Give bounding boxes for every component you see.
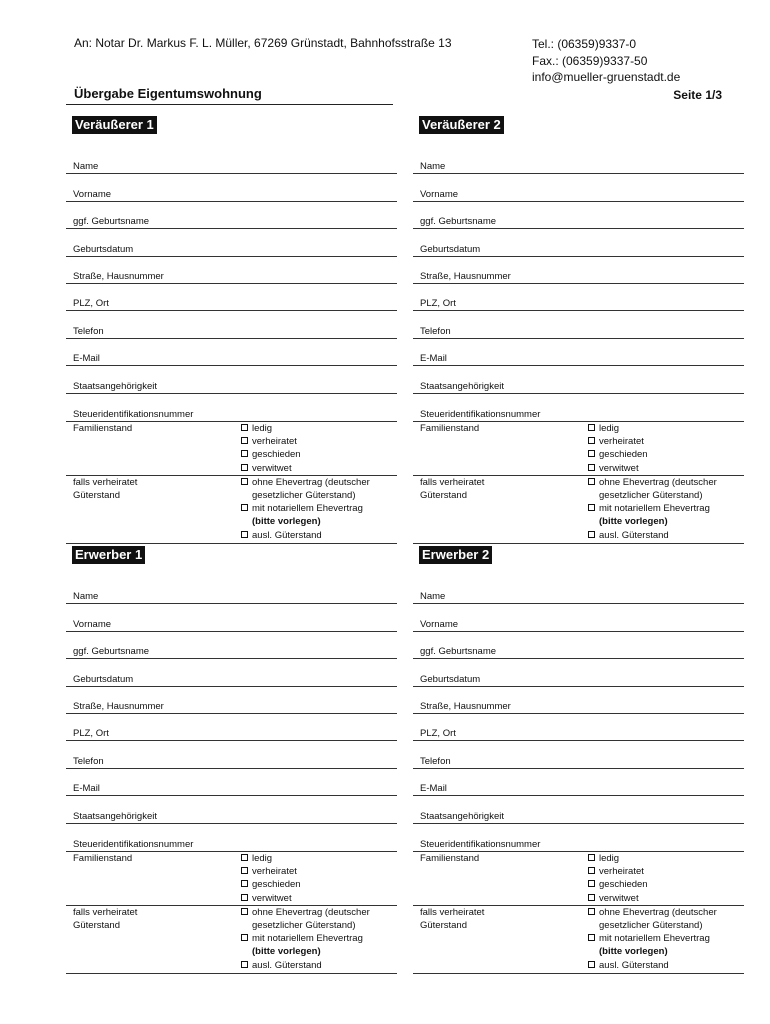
checkbox-option[interactable] <box>239 422 397 435</box>
checkbox-option[interactable] <box>586 435 744 448</box>
checkbox-icon[interactable] <box>241 424 248 431</box>
familienstand-options <box>586 421 744 475</box>
input-field[interactable] <box>413 796 744 823</box>
checkbox-icon[interactable] <box>241 867 248 874</box>
field-label: Steueridentifikationsnummer <box>73 838 194 850</box>
form-fields <box>413 147 744 421</box>
field-label: PLZ, Ort <box>420 298 456 310</box>
field-label: Name <box>73 161 99 173</box>
checkbox-icon[interactable] <box>241 437 248 444</box>
checkbox-option[interactable] <box>586 852 744 865</box>
gueterstand-options <box>586 905 744 973</box>
phone-number: Tel.: (06359)9337-0 <box>532 37 637 51</box>
field-label: Telefon <box>420 325 451 337</box>
checkbox-label: mit notariellem Ehevertrag <box>252 933 363 945</box>
party-block-verausserer-2 <box>413 116 744 544</box>
field-label: Steueridentifikationsnummer <box>73 408 194 420</box>
familienstand-label: Familienstand <box>413 851 586 905</box>
checkbox-label: ausl. Güterstand <box>252 529 322 541</box>
gueterstand-label-line1: falls verheiratet <box>73 906 138 918</box>
checkbox-option[interactable] <box>239 932 397 945</box>
fax-number: Fax.: (06359)9337-50 <box>532 53 648 68</box>
field-label: E-Mail <box>420 353 447 365</box>
checkbox-option[interactable] <box>239 529 397 542</box>
field-label: Staatsangehörigkeit <box>420 810 504 822</box>
checkbox-option[interactable] <box>586 932 744 945</box>
email-address: info@mueller-gruenstadt.de <box>532 70 681 84</box>
checkbox-label: verheiratet <box>252 436 297 448</box>
checkbox-label: ledig <box>599 422 620 434</box>
field-label: Geburtsdatum <box>420 673 481 685</box>
checkbox-icon[interactable] <box>588 450 595 457</box>
input-field[interactable] <box>66 311 397 338</box>
checkbox-label: ausl. Güterstand <box>599 959 669 971</box>
checkbox-icon[interactable] <box>241 450 248 457</box>
input-field[interactable] <box>66 284 397 311</box>
input-field[interactable] <box>413 659 744 686</box>
input-field[interactable] <box>66 714 397 741</box>
checkbox-icon[interactable] <box>588 934 595 941</box>
field-label: Staatsangehörigkeit <box>73 380 157 392</box>
field-label: ggf. Geburtsname <box>420 216 497 228</box>
field-label: Name <box>73 591 99 603</box>
checkbox-label-note: (bitte vorlegen) <box>599 516 668 528</box>
checkbox-option[interactable] <box>586 529 744 542</box>
familienstand-label: Familienstand <box>66 421 239 475</box>
checkbox-label-cont: gesetzlicher Güterstand) <box>599 489 703 501</box>
gueterstand-options <box>586 475 744 543</box>
field-label: Straße, Hausnummer <box>73 700 164 712</box>
field-label: Telefon <box>73 755 104 767</box>
field-label: PLZ, Ort <box>73 728 109 740</box>
input-field[interactable] <box>66 659 397 686</box>
input-field[interactable] <box>66 824 397 851</box>
field-label: Staatsangehörigkeit <box>420 380 504 392</box>
page-number: Seite 1/3 <box>673 88 722 102</box>
familienstand-options <box>239 851 397 905</box>
checkbox-option[interactable] <box>586 959 744 972</box>
gueterstand-label-line1: falls verheiratet <box>420 476 485 488</box>
familienstand-options <box>586 851 744 905</box>
input-field[interactable] <box>66 741 397 768</box>
party-block-verausserer-1 <box>66 116 397 544</box>
input-field[interactable] <box>66 174 397 201</box>
checkbox-label: geschieden <box>599 449 648 461</box>
checkbox-option[interactable] <box>239 865 397 878</box>
title-underline <box>66 104 393 105</box>
checkbox-icon[interactable] <box>241 531 248 538</box>
familienstand-label: Familienstand <box>66 851 239 905</box>
checkbox-icon[interactable] <box>241 961 248 968</box>
field-label: Telefon <box>420 755 451 767</box>
checkbox-icon[interactable] <box>241 504 248 511</box>
checkbox-label: mit notariellem Ehevertrag <box>599 933 710 945</box>
field-label: Geburtsdatum <box>73 243 134 255</box>
familienstand-label: Familienstand <box>413 421 586 475</box>
document-title: Übergabe Eigentumswohnung <box>74 86 262 101</box>
checkbox-icon[interactable] <box>588 908 595 915</box>
checkbox-label: ohne Ehevertrag (deutscher <box>252 906 370 918</box>
input-field[interactable] <box>413 769 744 796</box>
checkbox-label: verwitwet <box>252 892 292 904</box>
party-title: Erwerber 1 <box>72 546 145 564</box>
checkbox-label: mit notariellem Ehevertrag <box>599 503 710 515</box>
field-label: Vorname <box>73 188 112 200</box>
checkbox-option[interactable] <box>239 435 397 448</box>
options-table <box>66 421 397 544</box>
checkbox-icon[interactable] <box>241 478 248 485</box>
gueterstand-label-line1: falls verheiratet <box>420 906 485 918</box>
checkbox-option[interactable] <box>586 462 744 475</box>
checkbox-label: geschieden <box>252 879 301 891</box>
checkbox-option[interactable] <box>586 906 744 919</box>
checkbox-label: verwitwet <box>599 462 639 474</box>
checkbox-label: geschieden <box>252 449 301 461</box>
party-block-erwerber-2 <box>413 546 744 974</box>
field-label: PLZ, Ort <box>73 298 109 310</box>
familienstand-options <box>239 421 397 475</box>
field-label: Straße, Hausnummer <box>420 270 511 282</box>
input-field[interactable] <box>413 311 744 338</box>
form-fields <box>66 577 397 851</box>
field-label: ggf. Geburtsname <box>73 216 150 228</box>
checkbox-label-cont: gesetzlicher Güterstand) <box>599 919 703 931</box>
checkbox-label: ledig <box>599 852 620 864</box>
field-label: E-Mail <box>73 783 100 795</box>
field-label: E-Mail <box>73 353 100 365</box>
gueterstand-label-line2: Güterstand <box>420 489 467 501</box>
input-field[interactable] <box>66 257 397 284</box>
checkbox-icon[interactable] <box>588 424 595 431</box>
options-table <box>413 851 744 974</box>
field-label: ggf. Geburtsname <box>73 646 150 658</box>
options-table <box>413 421 744 544</box>
input-field[interactable] <box>66 577 397 604</box>
input-field[interactable] <box>66 229 397 256</box>
checkbox-icon[interactable] <box>588 854 595 861</box>
input-field[interactable] <box>66 769 397 796</box>
field-label: Telefon <box>73 325 104 337</box>
field-label: Vorname <box>420 618 459 630</box>
checkbox-option[interactable] <box>586 502 744 515</box>
checkbox-label: ledig <box>252 422 273 434</box>
checkbox-icon[interactable] <box>588 894 595 901</box>
input-field[interactable] <box>413 714 744 741</box>
checkbox-option[interactable] <box>239 502 397 515</box>
checkbox-icon[interactable] <box>588 961 595 968</box>
input-field[interactable] <box>413 577 744 604</box>
checkbox-icon[interactable] <box>588 880 595 887</box>
checkbox-option[interactable] <box>239 852 397 865</box>
checkbox-icon[interactable] <box>241 854 248 861</box>
checkbox-option[interactable] <box>239 959 397 972</box>
field-label: PLZ, Ort <box>420 728 456 740</box>
checkbox-label: ausl. Güterstand <box>599 529 669 541</box>
gueterstand-label <box>413 475 586 543</box>
checkbox-label: mit notariellem Ehevertrag <box>252 503 363 515</box>
checkbox-icon[interactable] <box>588 531 595 538</box>
checkbox-icon[interactable] <box>588 867 595 874</box>
field-label: Straße, Hausnummer <box>420 700 511 712</box>
checkbox-option[interactable] <box>239 448 397 461</box>
gueterstand-label-line2: Güterstand <box>73 489 120 501</box>
checkbox-option[interactable] <box>239 892 397 905</box>
gueterstand-label <box>66 475 239 543</box>
checkbox-label: ohne Ehevertrag (deutscher <box>252 476 370 488</box>
input-field[interactable] <box>413 741 744 768</box>
checkbox-icon[interactable] <box>241 934 248 941</box>
field-label: Geburtsdatum <box>420 243 481 255</box>
input-field[interactable] <box>66 604 397 631</box>
checkbox-option[interactable] <box>239 462 397 475</box>
gueterstand-label-line2: Güterstand <box>420 919 467 931</box>
input-field[interactable] <box>66 632 397 659</box>
gueterstand-label-line1: falls verheiratet <box>73 476 138 488</box>
checkbox-label: verwitwet <box>599 892 639 904</box>
field-label: Vorname <box>73 618 112 630</box>
recipient-address: An: Notar Dr. Markus F. L. Müller, 67269 Grünstadt, Bahnhofsstraße 13 <box>74 36 452 50</box>
party-title: Erwerber 2 <box>419 546 492 564</box>
checkbox-option[interactable] <box>586 865 744 878</box>
checkbox-label-note: (bitte vorlegen) <box>252 516 321 528</box>
contact-block <box>532 36 680 86</box>
input-field[interactable] <box>66 202 397 229</box>
input-field[interactable] <box>413 824 744 851</box>
field-label: Geburtsdatum <box>73 673 134 685</box>
input-field[interactable] <box>413 174 744 201</box>
input-field[interactable] <box>413 394 744 421</box>
field-label: Staatsangehörigkeit <box>73 810 157 822</box>
gueterstand-options <box>239 475 397 543</box>
input-field[interactable] <box>413 257 744 284</box>
field-label: Steueridentifikationsnummer <box>420 408 541 420</box>
input-field[interactable] <box>66 394 397 421</box>
checkbox-label: verheiratet <box>599 866 644 878</box>
checkbox-label: verwitwet <box>252 462 292 474</box>
input-field[interactable] <box>413 284 744 311</box>
field-label: ggf. Geburtsname <box>420 646 497 658</box>
input-field[interactable] <box>413 202 744 229</box>
checkbox-label-cont: gesetzlicher Güterstand) <box>252 919 356 931</box>
checkbox-icon[interactable] <box>241 880 248 887</box>
options-table <box>66 851 397 974</box>
checkbox-label-note: (bitte vorlegen) <box>599 946 668 958</box>
party-title: Veräußerer 2 <box>419 116 504 134</box>
checkbox-option[interactable] <box>586 448 744 461</box>
field-label: Straße, Hausnummer <box>73 270 164 282</box>
gueterstand-label <box>66 905 239 973</box>
form-fields <box>413 577 744 851</box>
gueterstand-label-line2: Güterstand <box>73 919 120 931</box>
checkbox-label: ausl. Güterstand <box>252 959 322 971</box>
checkbox-label: ohne Ehevertrag (deutscher <box>599 476 717 488</box>
input-field[interactable] <box>413 687 744 714</box>
checkbox-option[interactable] <box>586 476 744 489</box>
checkbox-option[interactable] <box>586 892 744 905</box>
gueterstand-label <box>413 905 586 973</box>
checkbox-icon[interactable] <box>588 478 595 485</box>
field-label: Vorname <box>420 188 459 200</box>
checkbox-option[interactable] <box>239 476 397 489</box>
checkbox-icon[interactable] <box>588 464 595 471</box>
gueterstand-options <box>239 905 397 973</box>
field-label: Steueridentifikationsnummer <box>420 838 541 850</box>
checkbox-option[interactable] <box>239 878 397 891</box>
field-label: Name <box>420 591 446 603</box>
checkbox-icon[interactable] <box>588 437 595 444</box>
checkbox-label: geschieden <box>599 879 648 891</box>
input-field[interactable] <box>66 147 397 174</box>
checkbox-option[interactable] <box>586 878 744 891</box>
input-field[interactable] <box>413 604 744 631</box>
input-field[interactable] <box>413 147 744 174</box>
checkbox-label: verheiratet <box>599 436 644 448</box>
checkbox-option[interactable] <box>586 422 744 435</box>
input-field[interactable] <box>66 796 397 823</box>
checkbox-icon[interactable] <box>241 464 248 471</box>
checkbox-label: ledig <box>252 852 273 864</box>
input-field[interactable] <box>66 366 397 393</box>
input-field[interactable] <box>66 687 397 714</box>
checkbox-label: verheiratet <box>252 866 297 878</box>
input-field[interactable] <box>413 229 744 256</box>
checkbox-icon[interactable] <box>241 894 248 901</box>
checkbox-label: ohne Ehevertrag (deutscher <box>599 906 717 918</box>
input-field[interactable] <box>66 339 397 366</box>
input-field[interactable] <box>413 366 744 393</box>
checkbox-icon[interactable] <box>588 504 595 511</box>
party-title: Veräußerer 1 <box>72 116 157 134</box>
input-field[interactable] <box>413 632 744 659</box>
input-field[interactable] <box>413 339 744 366</box>
form-fields <box>66 147 397 421</box>
checkbox-icon[interactable] <box>241 908 248 915</box>
field-label: E-Mail <box>420 783 447 795</box>
checkbox-label-cont: gesetzlicher Güterstand) <box>252 489 356 501</box>
field-label: Name <box>420 161 446 173</box>
checkbox-label-note: (bitte vorlegen) <box>252 946 321 958</box>
checkbox-option[interactable] <box>239 906 397 919</box>
party-block-erwerber-1 <box>66 546 397 974</box>
